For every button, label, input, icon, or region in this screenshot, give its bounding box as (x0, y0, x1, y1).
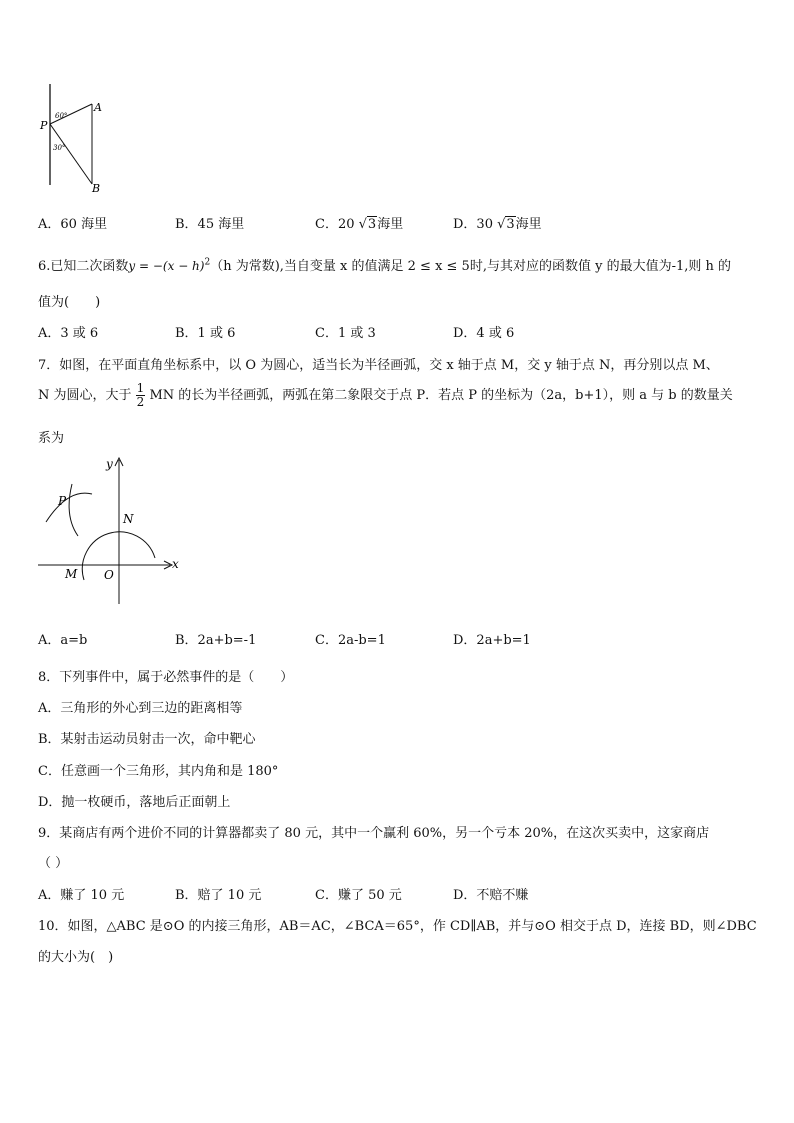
label-N: N (123, 512, 134, 526)
q8-option-c[interactable]: C．任意画一个三角形，其内角和是 180° (38, 764, 279, 779)
q5-option-a[interactable]: A．60 海里 (38, 217, 108, 232)
q6-option-a[interactable]: A．3 或 6 (38, 326, 99, 341)
q9-option-b[interactable]: B．赔了 10 元 (175, 888, 262, 903)
q7-option-a[interactable]: A．a=b (38, 633, 88, 648)
q8-stem: 8．下列事件中，属于必然事件的是（ ） (38, 670, 294, 685)
q8-option-a[interactable]: A．三角形的外心到三边的距离相等 (38, 701, 243, 716)
figure-q5 (36, 80, 126, 195)
q9-option-a[interactable]: A．赚了 10 元 (38, 888, 125, 903)
q7-stem-line3: 系为 (38, 431, 65, 446)
angle-30: 30° (53, 144, 66, 152)
label-O: O (104, 568, 114, 582)
q8-option-b[interactable]: B．某射击运动员射击一次，命中靶心 (38, 732, 256, 747)
q10-stem-line1: 10．如图，△ABC 是⊙O 的内接三角形，AB＝AC，∠BCA＝65°，作 CD∥AB，并与⊙O 相交于点 D，连接 BD，则∠DBC (38, 919, 757, 934)
figure-q7 (34, 452, 184, 610)
q9-option-c[interactable]: C．赚了 50 元 (315, 888, 402, 903)
label-x: x (172, 557, 179, 571)
q6-formula: y = −(x − h) (128, 259, 205, 273)
q5-option-b[interactable]: B．45 海里 (175, 217, 245, 232)
q6-option-c[interactable]: C．1 或 3 (315, 326, 376, 341)
label-y: y (106, 457, 113, 471)
label-B: B (92, 182, 101, 195)
q7-option-c[interactable]: C．2a-b=1 (315, 633, 386, 648)
angle-60: 60° (55, 112, 68, 120)
q7-option-d[interactable]: D．2a+b=1 (453, 633, 531, 648)
q5-option-c[interactable]: C．20 √3海里 (315, 217, 404, 232)
sqrt-3-d: 3 (506, 217, 515, 232)
sqrt-3-c: 3 (367, 217, 377, 232)
q7-stem-line1: 7．如图，在平面直角坐标系中，以 O 为圆心，适当长为半径画弧，交 x 轴于点 M，交 y 轴于点 N，再分别以点 M、 (38, 358, 719, 373)
q10-stem-line2: 的大小为( ) (38, 950, 114, 965)
q6-option-d[interactable]: D．4 或 6 (453, 326, 515, 341)
q9-stem-line2: （ ） (38, 856, 69, 871)
q6-stem-line2: 值为( ) (38, 295, 101, 310)
q9-stem-line1: 9．某商店有两个进价不同的计算器都卖了 80 元，其中一个赢利 60%，另一个亏本 20%，在这次买卖中，这家商店 (38, 826, 710, 841)
q7-option-b[interactable]: B．2a+b=-1 (175, 633, 257, 648)
fraction-one-half: $\frac{1}{2}$ (136, 381, 145, 409)
label-M: M (65, 567, 78, 581)
q9-option-d[interactable]: D．不赔不赚 (453, 888, 529, 903)
q6-option-b[interactable]: B．1 或 6 (175, 326, 236, 341)
label-P: P (40, 119, 48, 132)
q7-stem-line2: N 为圆心，大于 $\frac{1}{2}$ MN 的长为半径画弧，两弧在第二象限交于点 P．若点 P 的坐标为（2a，b+1），则 a 与 b 的数量关 (38, 381, 733, 409)
label-A: A (94, 101, 102, 114)
label-P: P (58, 494, 67, 508)
q8-option-d[interactable]: D．抛一枚硬币，落地后正面朝上 (38, 795, 231, 810)
q6-stem-line1: 6.已知二次函数$y = -(x - h)^2(h$ 为常数),当自变量 x 的值满足 2 ≤ x ≤ 5时,与其对应的函数值 y 的最大值为-1,则 h 的 (38, 257, 732, 274)
q5-option-d[interactable]: D．30 √3海里 (453, 217, 542, 232)
